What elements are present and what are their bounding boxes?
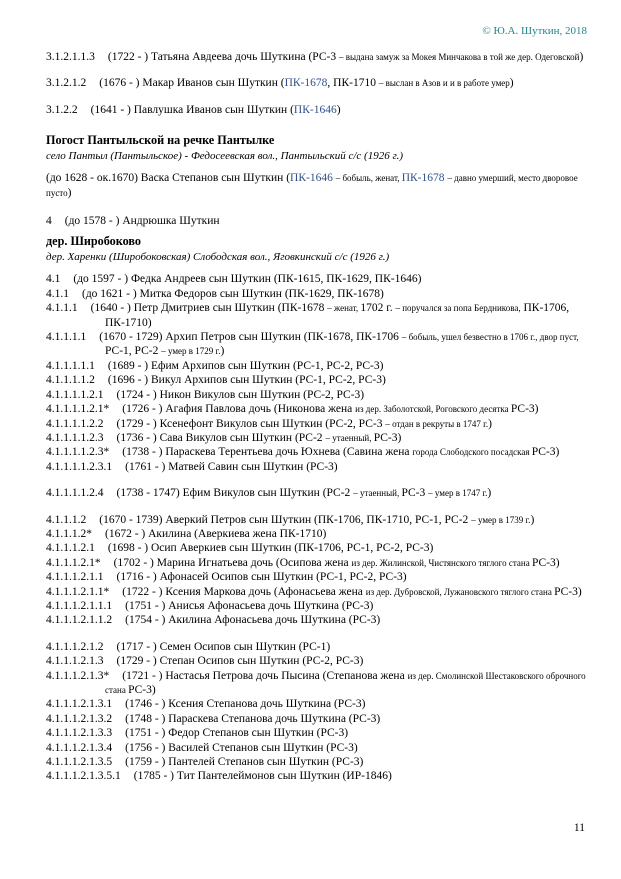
entry-text: ) — [220, 345, 225, 358]
entry-text: ) — [509, 77, 514, 90]
genealogy-paragraph — [46, 171, 587, 200]
genealogy-entry — [46, 613, 587, 627]
entry-text: (1724 - ) Никон Викулов сын Шуткин (РС-2, РС-3) — [116, 388, 365, 401]
entry-text: ) — [579, 51, 584, 63]
entry-annotation: из дер. Заболотской, Роговского десятка — [355, 404, 511, 415]
genealogy-entry — [46, 388, 587, 402]
entry-text: (1716 - ) Афонасей Осипов сын Шуткин (РС-1, РС-2, РС-3) — [116, 571, 407, 584]
genealogy-entry — [46, 726, 587, 740]
entry-number: 4.1.1.1.1 — [46, 331, 87, 344]
entry-text: (1726 - ) Агафия Павлова дочь (Никонова жена — [122, 403, 356, 416]
copyright-notice: © Ю.А. Шуткин, 2018 — [482, 25, 587, 37]
genealogy-entry — [46, 214, 587, 228]
entry-number: 4.1.1.1.2.1.3.5.1 — [46, 770, 121, 783]
genealogy-entry — [46, 527, 587, 541]
entry-number: 4.1.1.1.1.1 — [46, 359, 95, 372]
entry-number: 4.1.1.1.1.2.1* — [46, 403, 110, 416]
place-heading: дер. Широбоково — [46, 234, 141, 249]
entry-text: ) — [487, 487, 492, 500]
entry-number: 4.1.1.1.1.2 — [46, 374, 95, 387]
entry-number: 4.1.1.1.1.2.3.1 — [46, 460, 113, 473]
entry-number: 4.1.1.1.1.2.4 — [46, 487, 104, 500]
entry-annotation: – бобыль, женат, — [335, 173, 402, 184]
entry-text: РС-3 — [401, 487, 429, 500]
entry-number: 4.1.1.1.2.1.1 — [46, 571, 104, 584]
entry-text: (1698 - ) Осип Аверкиев сын Шуткин (ПК-1706, РС-1, РС-2, РС-3) — [107, 542, 434, 555]
entry-text: (1761 - ) Матвей Савин сын Шуткин (РС-3) — [125, 460, 338, 473]
entry-text: (1738 - 1747) Ефим Викулов сын Шуткин (РС-2 — [116, 487, 354, 500]
genealogy-entry — [46, 769, 587, 783]
entry-text: (1676 - ) Макар Иванов сын Шуткин ( — [99, 77, 285, 90]
entry-text: ) — [488, 417, 492, 430]
genealogy-entry — [46, 599, 587, 613]
genealogy-entry — [46, 402, 587, 416]
entry-text: РС-3) — [510, 403, 539, 416]
entry-annotation: – умер в 1739 г. — [471, 514, 531, 525]
place-subtitle: село Пантыл (Пантыльское) - Федосеевская вол., Пантыльский с/с (1926 г.) — [46, 150, 404, 163]
entry-text: (1721 - ) Настасья Петрова дочь Пысина (Степанова жена — [122, 669, 408, 682]
entry-number: 4.1.1.1.2.1* — [46, 556, 101, 569]
entry-annotation: из дер. Жилинской, Чистянского тяглого стана — [351, 557, 532, 568]
genealogy-entry — [46, 741, 587, 755]
entry-text: (1746 - ) Ксения Степанова дочь Шуткина (РС-3) — [125, 698, 366, 711]
entry-text: ) — [67, 186, 72, 199]
genealogy-entry — [46, 669, 587, 698]
entry-number: 4.1.1.1.1.2.3 — [46, 431, 104, 444]
entry-number: 4 — [46, 215, 52, 228]
entry-annotation: – женат, — [327, 303, 361, 314]
entry-text: (1756 - ) Василей Степанов сын Шуткин (РС-3) — [125, 741, 358, 754]
entry-number: 4.1.1.1.1.2.1 — [46, 388, 104, 401]
entry-annotation: – давно умерший, место дворовое пусто — [46, 173, 578, 198]
genealogy-entry — [46, 417, 587, 431]
entry-text: РС-3) — [531, 446, 560, 459]
record-reference-link[interactable]: ПК-1678 — [401, 172, 445, 185]
entry-text: (1696 - ) Викул Архипов сын Шуткин (РС-1, РС-2, РС-3) — [107, 374, 386, 387]
entry-number: 4.1.1.1.1.2.2 — [46, 417, 104, 430]
page-number: 11 — [573, 822, 585, 834]
record-reference-link[interactable]: ПК-1678 — [284, 77, 328, 90]
entry-text: (до 1597 - ) Федка Андреев сын Шуткин (ПК-1615, ПК-1629, ПК-1646) — [73, 273, 422, 286]
entry-text: (1759 - ) Пантелей Степанов сын Шуткин (РС-3) — [125, 756, 364, 769]
genealogy-entry — [46, 272, 587, 286]
genealogy-entry — [46, 301, 587, 330]
genealogy-entry — [46, 50, 587, 64]
entry-text: РС-3) — [554, 585, 582, 598]
entry-number: 4.1.1.1.2.1.3.1 — [46, 698, 113, 711]
genealogy-entry — [46, 712, 587, 726]
entry-text: 1702 г. — [360, 302, 396, 315]
entry-text: (1670 - 1729) Архип Петров сын Шуткин (ПК-1678, ПК-1706 — [99, 331, 402, 344]
entry-number: 4.1.1.1.2.1.3.5 — [46, 756, 113, 769]
entry-number: 4.1.1.1.2.1.1.1 — [46, 599, 113, 612]
entry-text: (1722 - ) Татьяна Авдеева дочь Шуткина (РС-3 — [107, 51, 339, 63]
entry-text: (1738 - ) Параскева Терентьева дочь Юхнева (Савина жена — [122, 446, 413, 459]
entry-number: 4.1.1.1.2.1.3.4 — [46, 741, 113, 754]
genealogy-entry — [46, 697, 587, 711]
entry-number: 4.1.1.1.2.1.1.2 — [46, 614, 113, 627]
entry-number: 4.1.1.1.2.1.1* — [46, 585, 110, 598]
entry-number: 4.1.1.1.2.1.3.2 — [46, 712, 113, 725]
entry-number: 4.1.1.1 — [46, 302, 78, 315]
entry-annotation: – умер в 1729 г. — [161, 346, 221, 357]
entry-text: (1702 - ) Марина Игнатьева дочь (Осипова жена — [113, 556, 352, 569]
entry-number: 4.1.1.1.2.1.3* — [46, 669, 110, 682]
genealogy-entry — [46, 585, 587, 599]
entry-text: (1751 - ) Федор Степанов сын Шуткин (РС-3) — [125, 727, 349, 740]
genealogy-entry — [46, 359, 587, 373]
genealogy-entry — [46, 640, 587, 654]
entry-number: 4.1.1.1.2.1.3 — [46, 655, 104, 668]
entry-text: (1751 - ) Анисья Афонасьева дочь Шуткина (РС-3) — [125, 599, 374, 612]
genealogy-entry — [46, 755, 587, 769]
place-subtitle: дер. Харенки (Широбоковская) Слободская вол., Яговкинский с/с (1926 г.) — [46, 251, 390, 264]
entry-annotation: из дер. Дубровской, Лужановского тяглого стана — [365, 586, 555, 597]
entry-number: 4.1.1.1.2.1.3.3 — [46, 727, 113, 740]
entry-text: (1689 - ) Ефим Архипов сын Шуткин (РС-1, РС-2, РС-3) — [107, 359, 384, 372]
genealogy-entry — [46, 570, 587, 584]
genealogy-entry — [46, 287, 587, 301]
genealogy-entry — [46, 556, 587, 570]
entry-text: ) — [530, 513, 535, 526]
genealogy-entry — [46, 541, 587, 555]
genealogy-entry — [46, 76, 587, 90]
entry-text: (до 1578 - ) Андрюшка Шуткин — [64, 215, 220, 228]
entry-text: РС-3) — [532, 556, 560, 569]
entry-number: 4.1.1.1.2.1.2 — [46, 640, 104, 653]
entry-annotation: – выслан в Азов и и в работе умер — [378, 78, 510, 89]
entry-text: (1754 - ) Акилина Афонасьева дочь Шуткина (РС-3) — [125, 614, 381, 627]
entry-text: (1736 - ) Сава Викулов сын Шуткин (РС-2 — [116, 431, 326, 444]
entry-annotation: – утаенный, — [325, 432, 374, 443]
entry-text: (до 1628 - ок.1670) Васка Степанов сын Шуткин ( — [46, 172, 291, 185]
entry-text: (1785 - ) Тит Пантелеймонов сын Шуткин (ИР-1846) — [133, 770, 392, 783]
entry-text: ПК-1706, ПК-1710) — [105, 302, 570, 329]
entry-annotation: – бобыль, ушел безвестно в 1706 г., двор пуст, — [401, 332, 579, 343]
entry-text: (1748 - ) Параскева Степанова дочь Шуткина (РС-3) — [125, 712, 381, 725]
genealogy-entry — [46, 486, 587, 500]
entry-text: (1729 - ) Ксенефонт Викулов сын Шуткин (РС-2, РС-3 — [116, 417, 386, 430]
entry-text: РС-1, РС-2 — [105, 345, 162, 358]
entry-text: ) — [336, 103, 341, 116]
entry-number: 4.1.1 — [46, 287, 69, 300]
genealogy-entry — [46, 654, 587, 668]
entry-text: (1729 - ) Степан Осипов сын Шуткин (РС-2, РС-3) — [116, 655, 364, 668]
entry-number: 4.1 — [46, 273, 61, 286]
entry-text: (1717 - ) Семен Осипов сын Шуткин (РС-1) — [116, 640, 331, 653]
entry-annotation: – выдана замуж за Мокея Минчакова в той же дер. Одеговской — [338, 52, 580, 62]
entry-text: , ПК-1710 — [327, 77, 379, 90]
entry-text: (1672 - ) Акилина (Аверкиева жена ПК-1710) — [105, 527, 327, 540]
record-reference-link[interactable]: ПК-1646 — [290, 172, 333, 185]
place-heading: Погост Пантыльской на речке Пантылке — [46, 133, 275, 148]
genealogy-entry — [46, 373, 587, 387]
entry-annotation: – отдан в рекруты в 1747 г. — [385, 418, 489, 429]
entry-text: (до 1621 - ) Митка Федоров сын Шуткин (ПК-1629, ПК-1678) — [82, 287, 384, 300]
entry-text: (1641 - ) Павлушка Иванов сын Шуткин ( — [90, 103, 294, 116]
entry-number: 3.1.2.1.1.3 — [46, 51, 95, 63]
entry-number: 3.1.2.2 — [46, 103, 78, 116]
document-content — [46, 50, 587, 784]
genealogy-entry — [46, 330, 587, 359]
entry-number: 4.1.1.1.1.2.3* — [46, 446, 110, 459]
entry-annotation: – поручался за попа Бердникова, — [395, 303, 521, 314]
genealogy-entry — [46, 103, 587, 117]
genealogy-entry — [46, 431, 587, 445]
entry-number: 4.1.1.1.2.1 — [46, 542, 95, 555]
genealogy-entry — [46, 513, 587, 527]
genealogy-entry — [46, 460, 587, 474]
entry-text: (1722 - ) Ксения Маркова дочь (Афонасьева жена — [122, 585, 366, 598]
entry-annotation: города Слободского посадская — [412, 447, 532, 458]
entry-text: (1640 - ) Петр Дмитриев сын Шуткин (ПК-1678 — [90, 302, 328, 315]
entry-annotation: из дер. Смолинской Шестаковского оброчного стана — [105, 670, 586, 695]
entry-text: (1670 - 1739) Аверкий Петров сын Шуткин (ПК-1706, ПК-1710, РС-1, РС-2 — [99, 513, 472, 526]
record-reference-link[interactable]: ПК-1646 — [293, 103, 337, 116]
entry-annotation: – умер в 1747 г. — [428, 488, 488, 499]
entry-annotation: – утаенный, — [353, 488, 402, 499]
entry-text: РС-3) — [373, 431, 402, 444]
entry-number: 3.1.2.1.2 — [46, 77, 87, 90]
entry-number: 4.1.1.1.2* — [46, 527, 92, 540]
entry-text: РС-3) — [128, 684, 156, 696]
entry-number: 4.1.1.1.2 — [46, 513, 87, 526]
genealogy-entry — [46, 445, 587, 459]
